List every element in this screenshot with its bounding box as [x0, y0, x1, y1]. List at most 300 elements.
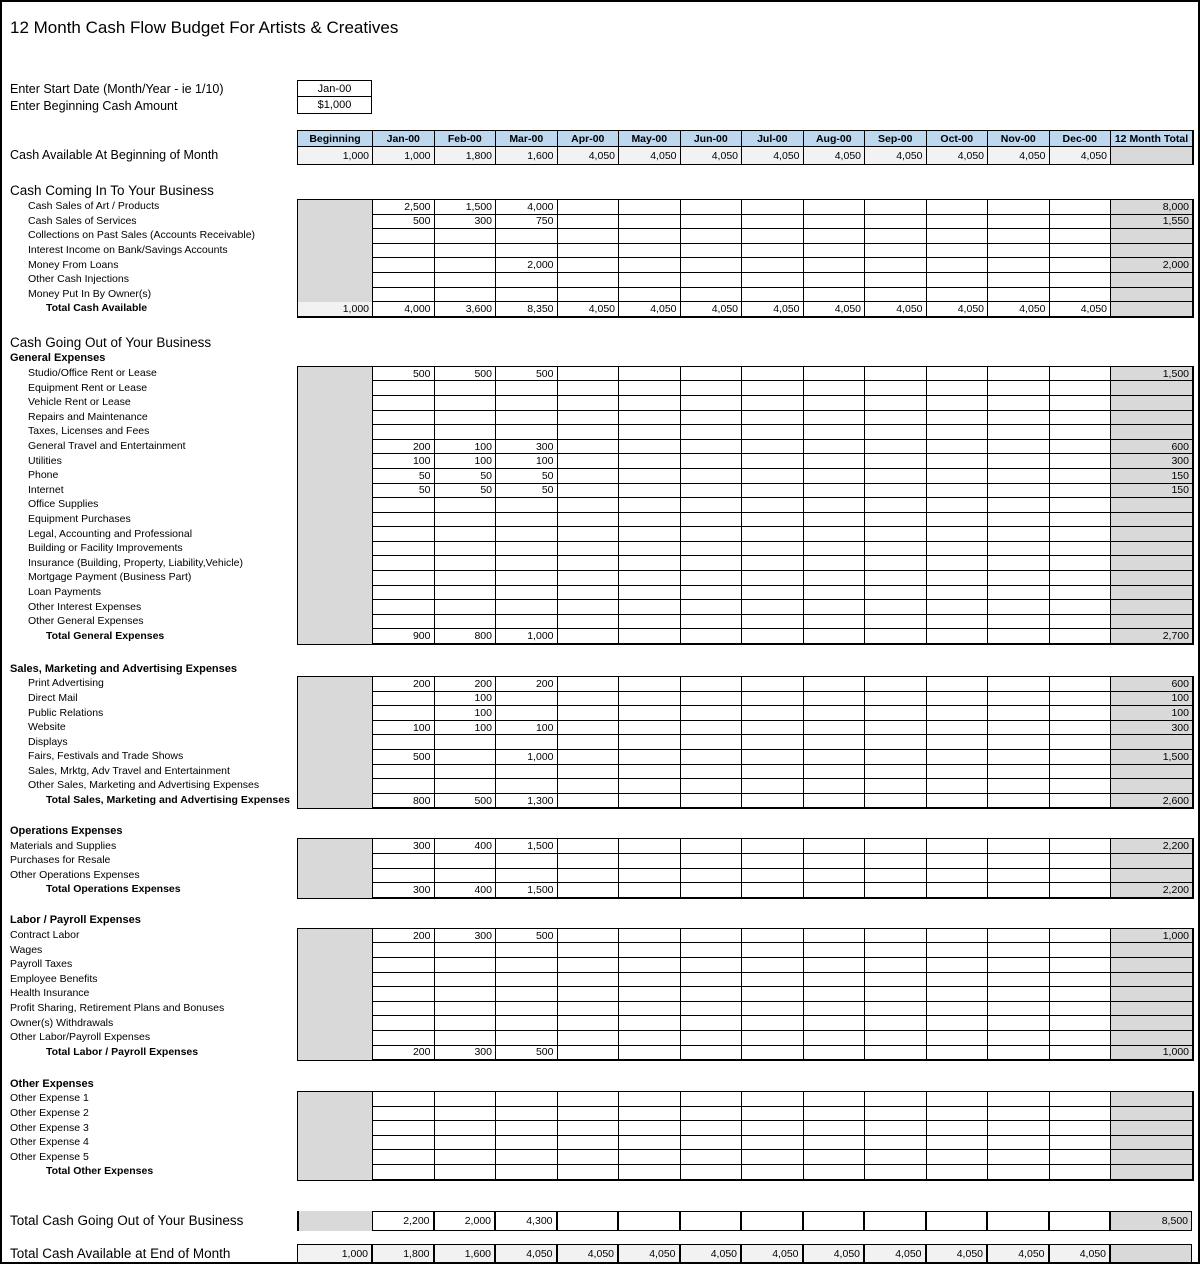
month-cell[interactable] [619, 215, 681, 230]
month-cell[interactable] [558, 943, 620, 958]
month-cell[interactable] [558, 1150, 620, 1165]
month-cell[interactable] [619, 750, 681, 765]
month-cell[interactable] [558, 484, 620, 499]
month-cell[interactable] [373, 615, 435, 630]
month-cell[interactable]: 750 [496, 215, 558, 230]
month-cell[interactable] [681, 750, 743, 765]
month-cell[interactable] [681, 498, 743, 513]
month-cell[interactable] [1050, 943, 1112, 958]
month-cell[interactable] [681, 1031, 743, 1046]
month-cell[interactable] [865, 779, 927, 794]
month-cell[interactable] [804, 484, 866, 499]
month-cell[interactable] [619, 288, 681, 303]
month-cell[interactable] [435, 615, 497, 630]
month-cell[interactable] [373, 288, 435, 303]
month-cell[interactable] [681, 440, 743, 455]
month-cell[interactable] [558, 735, 620, 750]
month-cell[interactable] [988, 677, 1050, 692]
month-cell[interactable] [496, 1136, 558, 1151]
month-cell[interactable] [681, 706, 743, 721]
month-cell[interactable] [496, 735, 558, 750]
month-cell[interactable] [804, 750, 866, 765]
month-cell[interactable] [1050, 1016, 1112, 1031]
month-cell[interactable] [619, 484, 681, 499]
month-cell[interactable] [619, 229, 681, 244]
month-cell[interactable] [1050, 527, 1112, 542]
month-cell[interactable] [927, 1002, 989, 1017]
month-cell[interactable] [619, 586, 681, 601]
month-cell[interactable] [1050, 571, 1112, 586]
month-cell[interactable] [742, 454, 804, 469]
month-cell[interactable] [558, 839, 620, 854]
month-cell[interactable] [558, 721, 620, 736]
month-cell[interactable] [558, 542, 620, 557]
month-cell[interactable] [373, 735, 435, 750]
month-cell[interactable] [927, 735, 989, 750]
month-cell[interactable] [804, 542, 866, 557]
month-cell[interactable] [496, 854, 558, 869]
month-cell[interactable] [681, 600, 743, 615]
month-cell[interactable] [742, 958, 804, 973]
month-cell[interactable] [619, 1016, 681, 1031]
month-cell[interactable] [681, 469, 743, 484]
month-cell[interactable] [681, 615, 743, 630]
month-cell[interactable] [558, 1031, 620, 1046]
month-cell[interactable] [619, 273, 681, 288]
month-cell[interactable] [558, 765, 620, 780]
month-cell[interactable] [804, 615, 866, 630]
month-cell[interactable] [373, 869, 435, 884]
month-cell[interactable] [865, 615, 927, 630]
month-cell[interactable] [804, 987, 866, 1002]
month-cell[interactable] [435, 750, 497, 765]
month-cell[interactable] [1050, 839, 1112, 854]
month-cell[interactable]: 2,000 [496, 258, 558, 273]
month-cell[interactable]: 400 [435, 839, 497, 854]
month-cell[interactable] [435, 1016, 497, 1031]
month-cell[interactable] [1050, 556, 1112, 571]
month-cell[interactable] [927, 454, 989, 469]
month-cell[interactable] [988, 440, 1050, 455]
month-cell[interactable] [742, 469, 804, 484]
month-cell[interactable] [927, 200, 989, 215]
month-cell[interactable] [804, 600, 866, 615]
month-cell[interactable] [865, 556, 927, 571]
month-cell[interactable] [927, 1150, 989, 1165]
month-cell[interactable] [804, 1092, 866, 1107]
month-cell[interactable] [988, 454, 1050, 469]
month-cell[interactable] [988, 854, 1050, 869]
month-cell[interactable] [804, 498, 866, 513]
month-cell[interactable] [865, 367, 927, 382]
month-cell[interactable] [496, 958, 558, 973]
month-cell[interactable] [435, 1136, 497, 1151]
month-cell[interactable] [865, 229, 927, 244]
month-cell[interactable]: 200 [373, 929, 435, 944]
month-cell[interactable] [865, 600, 927, 615]
month-cell[interactable] [681, 692, 743, 707]
month-cell[interactable]: 500 [435, 367, 497, 382]
month-cell[interactable] [865, 1016, 927, 1031]
month-cell[interactable]: 4,000 [496, 200, 558, 215]
month-cell[interactable] [681, 454, 743, 469]
month-cell[interactable] [804, 571, 866, 586]
month-cell[interactable]: 100 [373, 721, 435, 736]
month-cell[interactable] [927, 498, 989, 513]
month-cell[interactable] [496, 381, 558, 396]
month-cell[interactable] [435, 498, 497, 513]
month-cell[interactable] [1050, 273, 1112, 288]
month-cell[interactable] [558, 706, 620, 721]
month-cell[interactable] [619, 381, 681, 396]
month-cell[interactable] [619, 854, 681, 869]
month-cell[interactable]: 100 [496, 454, 558, 469]
month-cell[interactable] [681, 677, 743, 692]
month-cell[interactable] [681, 571, 743, 586]
month-cell[interactable] [496, 411, 558, 426]
month-cell[interactable] [681, 1016, 743, 1031]
month-cell[interactable] [865, 735, 927, 750]
month-cell[interactable] [988, 929, 1050, 944]
month-cell[interactable] [558, 615, 620, 630]
month-cell[interactable] [1050, 765, 1112, 780]
month-cell[interactable] [865, 200, 927, 215]
month-cell[interactable] [988, 1150, 1050, 1165]
month-cell[interactable] [742, 839, 804, 854]
month-cell[interactable] [927, 425, 989, 440]
month-cell[interactable] [435, 1107, 497, 1122]
month-cell[interactable] [927, 396, 989, 411]
month-cell[interactable] [681, 869, 743, 884]
month-cell[interactable] [558, 411, 620, 426]
month-cell[interactable] [496, 556, 558, 571]
month-cell[interactable] [742, 1092, 804, 1107]
month-cell[interactable] [742, 677, 804, 692]
month-cell[interactable] [496, 513, 558, 528]
month-cell[interactable] [496, 1107, 558, 1122]
month-cell[interactable] [1050, 425, 1112, 440]
month-cell[interactable] [558, 440, 620, 455]
month-cell[interactable] [496, 425, 558, 440]
month-cell[interactable] [804, 440, 866, 455]
month-cell[interactable] [373, 692, 435, 707]
month-cell[interactable] [865, 484, 927, 499]
month-cell[interactable] [435, 1002, 497, 1017]
month-cell[interactable] [435, 381, 497, 396]
month-cell[interactable] [619, 367, 681, 382]
month-cell[interactable] [1050, 1092, 1112, 1107]
month-cell[interactable] [804, 973, 866, 988]
month-cell[interactable] [435, 973, 497, 988]
month-cell[interactable] [988, 273, 1050, 288]
month-cell[interactable] [681, 484, 743, 499]
month-cell[interactable] [496, 288, 558, 303]
month-cell[interactable] [619, 542, 681, 557]
month-cell[interactable] [1050, 750, 1112, 765]
month-cell[interactable] [927, 706, 989, 721]
month-cell[interactable] [804, 1121, 866, 1136]
month-cell[interactable] [804, 765, 866, 780]
month-cell[interactable] [496, 498, 558, 513]
month-cell[interactable] [742, 1016, 804, 1031]
month-cell[interactable] [681, 215, 743, 230]
month-cell[interactable]: 2,500 [373, 200, 435, 215]
month-cell[interactable] [558, 396, 620, 411]
month-cell[interactable] [742, 765, 804, 780]
month-cell[interactable] [742, 615, 804, 630]
month-cell[interactable] [865, 1107, 927, 1122]
month-cell[interactable] [1050, 469, 1112, 484]
month-cell[interactable] [927, 1107, 989, 1122]
month-cell[interactable] [373, 765, 435, 780]
month-cell[interactable] [681, 1150, 743, 1165]
month-cell[interactable] [681, 958, 743, 973]
month-cell[interactable] [681, 1107, 743, 1122]
month-cell[interactable] [435, 943, 497, 958]
month-cell[interactable] [742, 1002, 804, 1017]
month-cell[interactable] [865, 469, 927, 484]
month-cell[interactable] [804, 1002, 866, 1017]
month-cell[interactable] [373, 706, 435, 721]
month-cell[interactable] [681, 273, 743, 288]
month-cell[interactable] [558, 527, 620, 542]
month-cell[interactable] [681, 288, 743, 303]
month-cell[interactable] [435, 425, 497, 440]
month-cell[interactable] [619, 556, 681, 571]
month-cell[interactable] [558, 273, 620, 288]
month-cell[interactable] [927, 721, 989, 736]
month-cell[interactable] [1050, 692, 1112, 707]
month-cell[interactable] [558, 586, 620, 601]
month-cell[interactable] [373, 958, 435, 973]
month-cell[interactable] [988, 367, 1050, 382]
month-cell[interactable] [435, 527, 497, 542]
month-cell[interactable] [742, 440, 804, 455]
month-cell[interactable] [804, 706, 866, 721]
month-cell[interactable]: 50 [435, 484, 497, 499]
month-cell[interactable] [865, 527, 927, 542]
month-cell[interactable] [988, 706, 1050, 721]
month-cell[interactable] [619, 1092, 681, 1107]
month-cell[interactable] [619, 987, 681, 1002]
month-cell[interactable] [496, 615, 558, 630]
month-cell[interactable] [435, 869, 497, 884]
month-cell[interactable] [988, 542, 1050, 557]
month-cell[interactable] [435, 542, 497, 557]
month-cell[interactable] [373, 586, 435, 601]
month-cell[interactable] [804, 721, 866, 736]
month-cell[interactable] [804, 215, 866, 230]
month-cell[interactable] [1050, 215, 1112, 230]
month-cell[interactable] [496, 1031, 558, 1046]
month-cell[interactable] [681, 929, 743, 944]
month-cell[interactable] [804, 1107, 866, 1122]
month-cell[interactable] [742, 600, 804, 615]
month-cell[interactable] [619, 1002, 681, 1017]
month-cell[interactable] [927, 987, 989, 1002]
month-cell[interactable] [619, 1150, 681, 1165]
month-cell[interactable] [804, 735, 866, 750]
month-cell[interactable] [865, 411, 927, 426]
month-cell[interactable] [988, 200, 1050, 215]
month-cell[interactable] [496, 943, 558, 958]
month-cell[interactable] [742, 586, 804, 601]
month-cell[interactable] [804, 229, 866, 244]
month-cell[interactable] [619, 1121, 681, 1136]
month-cell[interactable] [1050, 440, 1112, 455]
month-cell[interactable] [865, 973, 927, 988]
month-cell[interactable]: 500 [496, 929, 558, 944]
month-cell[interactable] [681, 765, 743, 780]
month-cell[interactable]: 300 [435, 215, 497, 230]
month-cell[interactable] [988, 229, 1050, 244]
month-cell[interactable] [373, 571, 435, 586]
month-cell[interactable] [619, 200, 681, 215]
month-cell[interactable] [619, 440, 681, 455]
month-cell[interactable] [496, 987, 558, 1002]
month-cell[interactable] [927, 615, 989, 630]
month-cell[interactable] [619, 411, 681, 426]
month-cell[interactable] [804, 692, 866, 707]
month-cell[interactable] [619, 527, 681, 542]
month-cell[interactable] [496, 1150, 558, 1165]
month-cell[interactable] [558, 779, 620, 794]
month-cell[interactable] [558, 1002, 620, 1017]
month-cell[interactable] [927, 586, 989, 601]
month-cell[interactable] [865, 958, 927, 973]
month-cell[interactable] [1050, 396, 1112, 411]
month-cell[interactable] [742, 396, 804, 411]
month-cell[interactable] [619, 469, 681, 484]
month-cell[interactable] [435, 288, 497, 303]
month-cell[interactable] [373, 556, 435, 571]
month-cell[interactable] [865, 987, 927, 1002]
month-cell[interactable] [988, 958, 1050, 973]
month-cell[interactable] [558, 556, 620, 571]
start-date-input[interactable]: Jan-00 [297, 80, 372, 97]
month-cell[interactable] [619, 498, 681, 513]
month-cell[interactable] [496, 765, 558, 780]
month-cell[interactable]: 300 [435, 929, 497, 944]
month-cell[interactable] [988, 381, 1050, 396]
month-cell[interactable] [373, 1150, 435, 1165]
month-cell[interactable] [558, 987, 620, 1002]
month-cell[interactable] [988, 1016, 1050, 1031]
month-cell[interactable] [681, 1092, 743, 1107]
month-cell[interactable] [1050, 288, 1112, 303]
month-cell[interactable] [988, 425, 1050, 440]
month-cell[interactable] [373, 1016, 435, 1031]
month-cell[interactable] [1050, 367, 1112, 382]
month-cell[interactable] [558, 1092, 620, 1107]
month-cell[interactable] [373, 973, 435, 988]
month-cell[interactable] [988, 1002, 1050, 1017]
month-cell[interactable] [496, 1016, 558, 1031]
month-cell[interactable] [496, 600, 558, 615]
beginning-cash-input[interactable]: $1,000 [297, 97, 372, 114]
month-cell[interactable] [927, 440, 989, 455]
month-cell[interactable] [804, 513, 866, 528]
month-cell[interactable]: 100 [435, 721, 497, 736]
month-cell[interactable] [742, 425, 804, 440]
month-cell[interactable] [927, 381, 989, 396]
month-cell[interactable] [865, 571, 927, 586]
month-cell[interactable] [496, 244, 558, 259]
month-cell[interactable] [742, 1121, 804, 1136]
month-cell[interactable] [742, 498, 804, 513]
month-cell[interactable] [558, 513, 620, 528]
month-cell[interactable] [619, 1107, 681, 1122]
month-cell[interactable] [681, 381, 743, 396]
month-cell[interactable] [435, 735, 497, 750]
month-cell[interactable]: 500 [373, 750, 435, 765]
month-cell[interactable] [804, 854, 866, 869]
month-cell[interactable] [681, 586, 743, 601]
month-cell[interactable] [804, 411, 866, 426]
month-cell[interactable] [1050, 454, 1112, 469]
month-cell[interactable] [988, 586, 1050, 601]
month-cell[interactable] [927, 779, 989, 794]
month-cell[interactable] [865, 721, 927, 736]
month-cell[interactable] [865, 1150, 927, 1165]
month-cell[interactable] [927, 1031, 989, 1046]
month-cell[interactable] [681, 854, 743, 869]
month-cell[interactable] [927, 943, 989, 958]
month-cell[interactable] [558, 750, 620, 765]
month-cell[interactable] [927, 765, 989, 780]
month-cell[interactable]: 300 [373, 839, 435, 854]
month-cell[interactable] [373, 244, 435, 259]
month-cell[interactable] [742, 484, 804, 499]
month-cell[interactable] [865, 215, 927, 230]
month-cell[interactable] [619, 1136, 681, 1151]
month-cell[interactable] [988, 396, 1050, 411]
month-cell[interactable] [435, 1092, 497, 1107]
month-cell[interactable] [681, 1136, 743, 1151]
month-cell[interactable] [1050, 869, 1112, 884]
month-cell[interactable] [988, 1031, 1050, 1046]
month-cell[interactable] [373, 513, 435, 528]
month-cell[interactable]: 200 [496, 677, 558, 692]
month-cell[interactable] [558, 229, 620, 244]
month-cell[interactable] [988, 215, 1050, 230]
month-cell[interactable] [865, 869, 927, 884]
month-cell[interactable] [927, 854, 989, 869]
month-cell[interactable] [496, 586, 558, 601]
month-cell[interactable] [373, 258, 435, 273]
month-cell[interactable] [619, 706, 681, 721]
month-cell[interactable] [988, 750, 1050, 765]
month-cell[interactable] [1050, 615, 1112, 630]
month-cell[interactable] [373, 943, 435, 958]
month-cell[interactable] [496, 571, 558, 586]
month-cell[interactable] [496, 1121, 558, 1136]
month-cell[interactable] [927, 513, 989, 528]
month-cell[interactable] [435, 1031, 497, 1046]
month-cell[interactable] [681, 258, 743, 273]
month-cell[interactable] [558, 600, 620, 615]
month-cell[interactable] [988, 527, 1050, 542]
month-cell[interactable] [1050, 854, 1112, 869]
month-cell[interactable] [742, 973, 804, 988]
month-cell[interactable] [865, 586, 927, 601]
month-cell[interactable] [681, 396, 743, 411]
month-cell[interactable] [435, 556, 497, 571]
month-cell[interactable] [1050, 779, 1112, 794]
month-cell[interactable] [927, 1092, 989, 1107]
month-cell[interactable] [927, 692, 989, 707]
month-cell[interactable] [865, 454, 927, 469]
